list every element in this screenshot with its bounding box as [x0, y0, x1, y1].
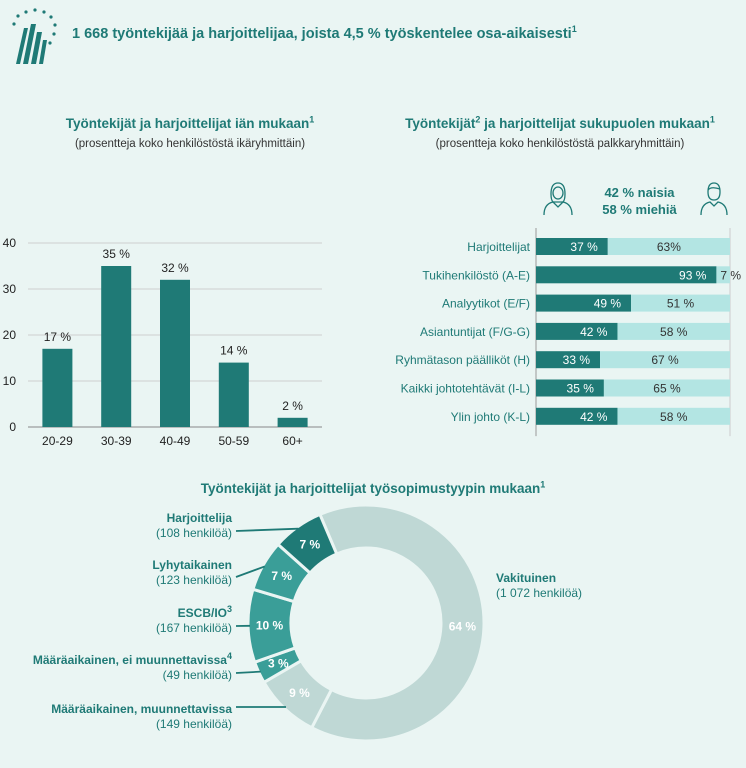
legend-escb-io: ESCB/$IO^3$ (167 henkilöä)	[155, 604, 232, 635]
slice-data-label: 3 %	[268, 656, 289, 671]
women-data-label: 35 %	[566, 381, 594, 396]
bar	[278, 418, 308, 427]
legend-lyhytaikainen: Lyhytaikainen (123 henkilöä)	[152, 558, 232, 587]
gender-chart-title: Työntekijät$^2$ ja harjoittelijat sukupuolen mukaan$^1$	[405, 114, 715, 131]
bar	[42, 349, 72, 427]
women-data-label: 49 %	[593, 296, 622, 311]
contract-chart-title: Työntekijät ja harjoittelijat työsopimustyypin mukaan$^1$	[200, 479, 546, 496]
bar	[219, 363, 249, 427]
x-tick-label: 50-59	[218, 434, 250, 448]
y-tick-label: 40	[2, 236, 16, 250]
category-label: Harjoittelijat	[467, 240, 530, 254]
bar-data-label: 32 %	[161, 260, 189, 275]
man-icon	[698, 180, 730, 216]
category-label: Analyytikot (E/F)	[441, 296, 530, 311]
bar-data-label: 35 %	[102, 247, 130, 261]
y-tick-label: 10	[2, 374, 16, 388]
women-data-label: 33 %	[562, 353, 591, 368]
age-chart-title: Työntekijät ja harjoittelijat iän mukaan$^1$	[65, 114, 315, 131]
bar	[101, 266, 131, 427]
gender-chart-subtitle: (prosentteja koko henkilöstöstä palkkaryhmittäin)	[435, 138, 685, 150]
age-chart-subtitle: (prosentteja koko henkilöstöstä ikäryhmittäin)	[74, 138, 306, 150]
men-data-label: 58 %	[660, 324, 688, 339]
x-tick-label: 40-49	[159, 434, 191, 448]
men-data-label: 58 %	[660, 409, 688, 424]
legend-vakituinen: Vakituinen (1 072 henkilöä)	[496, 571, 583, 600]
ecb-logo-icon	[6, 6, 62, 66]
men-data-label: 63%	[656, 240, 681, 254]
bar-data-label: 17 %	[43, 329, 72, 344]
legend-maaraaikainen-ei: Määräaikainen, ei muunnettavissa$^4$ (49 henkilöä)	[32, 651, 232, 682]
leader-line	[236, 529, 298, 531]
gender-stacked-bar-chart	[340, 228, 746, 443]
women-total: 42 % naisia	[604, 185, 675, 200]
leader-line	[236, 672, 261, 673]
bar	[160, 280, 190, 427]
y-tick-label: 20	[2, 328, 16, 342]
category-label: Ylin johto (K-L)	[450, 409, 530, 424]
y-tick-label: 0	[9, 420, 16, 434]
slice-data-label: 7 %	[299, 537, 321, 552]
legend-maaraaikainen-muunnettavissa: Määräaikainen, muunnettavissa (149 henkilöä)	[51, 702, 232, 731]
page-title: 1 668 työntekijää ja harjoittelijaa, joista 4,5 % työskentelee osa-aikaisesti$^1$	[72, 24, 577, 42]
women-data-label: 37 %	[570, 240, 598, 254]
slice-data-label: 7 %	[271, 568, 293, 583]
age-bar-chart	[0, 225, 340, 455]
men-data-label: 65 %	[653, 381, 681, 396]
category-label: Ryhmätason päälliköt (H)	[395, 353, 530, 368]
woman-icon	[541, 180, 575, 216]
men-data-label: 51 %	[666, 296, 695, 311]
x-tick-label: 60+	[282, 434, 303, 448]
men-data-label: 67 %	[651, 353, 679, 368]
slice-data-label: 9 %	[289, 685, 310, 700]
category-label: Kaikki johtotehtävät (I-L)	[400, 381, 530, 396]
men-total: 58 % miehiä	[602, 202, 677, 217]
slice-data-label: 64 %	[448, 619, 477, 634]
category-label: Asiantuntijat (F/G-G)	[419, 324, 530, 339]
x-tick-label: 20-29	[42, 434, 73, 448]
slice-data-label: 10 %	[255, 618, 284, 633]
y-tick-label: 30	[2, 282, 16, 296]
bar-data-label: 14 %	[220, 343, 248, 358]
women-data-label: 42 %	[580, 409, 608, 424]
women-data-label: 42 %	[580, 324, 608, 339]
men-data-label: 7 %	[720, 268, 742, 283]
x-tick-label: 30-39	[100, 434, 132, 448]
legend-harjoittelija: Harjoittelija (108 henkilöä)	[155, 511, 232, 540]
bar-data-label: 2 %	[282, 398, 303, 413]
category-label: Tukihenkilöstö (A-E)	[422, 268, 530, 283]
women-data-label: 93 %	[679, 268, 707, 283]
